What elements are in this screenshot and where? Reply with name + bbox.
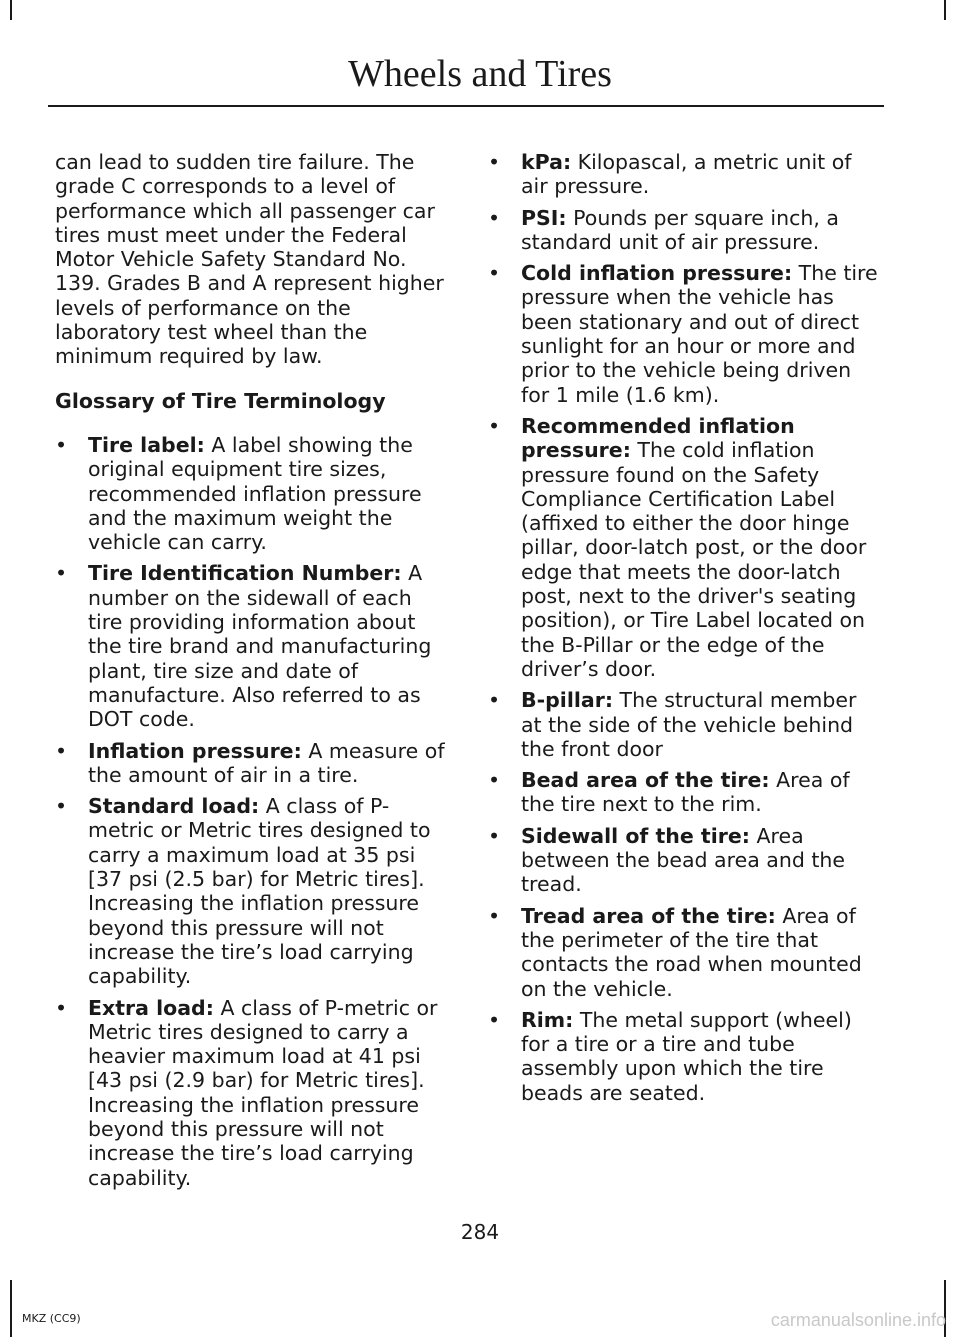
list-item xyxy=(488,1008,883,1105)
glossary-term: Tread area of the tire: xyxy=(521,903,776,928)
glossary-term: Tire label: xyxy=(88,432,205,457)
list-item xyxy=(488,824,883,897)
glossary-definition: A measure of the amount of air in a tire. xyxy=(88,738,445,787)
page-title: Wheels and Tires xyxy=(348,53,612,95)
list-item xyxy=(55,794,450,988)
glossary-term: kPa: xyxy=(521,150,572,174)
bullet-icon: • xyxy=(488,150,501,174)
glossary-term: Tire Identification Number: xyxy=(88,561,402,586)
bullet-icon: • xyxy=(488,413,501,438)
glossary-term: Rim: xyxy=(521,1007,574,1032)
bullet-icon: • xyxy=(55,794,68,819)
bullet-icon: • xyxy=(488,903,501,928)
glossary-definition: The cold inflation pressure found on the Safety Compliance Certification Label (affixed to either the door hinge pillar, door-latch post, or the door edge that meets the door-latch post, next to the driver's seating position), or Tire Label located on the B-Pillar or the edge of the driver’s door. xyxy=(521,438,867,681)
bullet-icon: • xyxy=(488,1007,501,1032)
bullet-icon: • xyxy=(488,823,501,848)
glossary-list-right xyxy=(488,150,883,1105)
glossary-term: B-pillar: xyxy=(521,688,614,713)
model-code: MKZ (CC9) xyxy=(22,1312,81,1325)
crop-mark-top-right xyxy=(944,0,946,20)
glossary-definition: Area of the perimeter of the tire that contacts the road when mounted on the vehicle. xyxy=(521,903,862,1001)
glossary-definition: A class of P-metric or Metric tires designed to carry a heavier maximum load at 41 psi [43 psi (2.9 bar) for Metric tires]. Increasing the inflation pressure beyond this pressure will not increase the tire’s load carrying capability. xyxy=(88,995,438,1190)
glossary-definition: The metal support (wheel) for a tire or a tire and tube assembly upon which the tire beads are seated. xyxy=(521,1007,852,1105)
list-item xyxy=(55,433,450,554)
glossary-definition: Area of the tire next to the rim. xyxy=(521,768,850,817)
glossary-term: Cold inflation pressure: xyxy=(521,261,793,286)
glossary-term: Standard load: xyxy=(88,794,260,819)
glossary-term: Recommended inflation pressure: xyxy=(521,413,795,463)
bullet-icon: • xyxy=(488,688,501,713)
bullet-icon: • xyxy=(488,768,501,793)
glossary-definition: A number on the sidewall of each tire providing information about the tire brand and manufacturing plant, tire size and date of manufacture. Also referred to as DOT code. xyxy=(88,561,432,732)
page-number: 284 xyxy=(460,1220,500,1244)
bullet-icon: • xyxy=(488,205,501,230)
bullet-icon: • xyxy=(488,261,501,286)
glossary-term: Sidewall of the tire: xyxy=(521,823,750,848)
crop-mark-top-left xyxy=(10,0,12,20)
list-item xyxy=(488,414,883,681)
intro-paragraph: can lead to sudden tire failure. The grade C corresponds to a level of performance which all passenger car tires must meet under the Federal Motor Vehicle Safety Standard No. 139. Grades B and A represent higher levels of performance on the laboratory test wheel than the minimum required by law. xyxy=(55,150,444,369)
bullet-icon: • xyxy=(55,432,68,457)
watermark: carmanualsonline.info xyxy=(770,1310,946,1330)
glossary-definition: The tire pressure when the vehicle has been stationary and out of direct sunlight for an hour or more and prior to the vehicle being driven for 1 mile (1.6 km). xyxy=(521,261,878,407)
glossary-definition: A label showing the original equipment tire sizes, recommended inflation pressure and the maximum weight the vehicle can carry. xyxy=(88,432,422,555)
crop-mark-bottom-left xyxy=(10,1280,12,1337)
glossary-term: Inflation pressure: xyxy=(88,738,302,763)
glossary-list-left xyxy=(55,433,450,1190)
bullet-icon: • xyxy=(55,995,68,1020)
list-item xyxy=(488,904,883,1001)
glossary-definition: Area between the bead area and the tread. xyxy=(521,823,845,897)
list-item xyxy=(55,739,450,788)
glossary-term: Bead area of the tire: xyxy=(521,768,770,793)
list-item xyxy=(488,150,883,199)
bullet-icon: • xyxy=(55,738,68,763)
glossary-term: Extra load: xyxy=(88,995,214,1020)
list-item xyxy=(488,768,883,817)
list-item xyxy=(488,206,883,255)
glossary-definition: A class of P-metric or Metric tires designed to carry a maximum load at 35 psi [37 psi (2.5 bar) for Metric tires]. Increasing the inflation pressure beyond this pressure will not increase the tire’s load carrying capability. xyxy=(88,794,431,989)
list-item xyxy=(488,688,883,761)
list-item xyxy=(488,261,883,407)
bullet-icon: • xyxy=(55,561,68,586)
right-column xyxy=(488,150,883,1112)
glossary-definition: The structural member at the side of the vehicle behind the front door xyxy=(521,688,857,761)
glossary-heading: Glossary of Tire Terminology xyxy=(55,388,386,413)
glossary-term: PSI: xyxy=(521,205,567,230)
list-item xyxy=(55,561,450,731)
header-divider xyxy=(48,105,884,107)
left-column xyxy=(55,150,450,1197)
glossary-definition: Kilopascal, a metric unit of air pressure. xyxy=(521,150,852,199)
list-item xyxy=(55,996,450,1190)
glossary-definition: Pounds per square inch, a standard unit of air pressure. xyxy=(521,205,839,254)
